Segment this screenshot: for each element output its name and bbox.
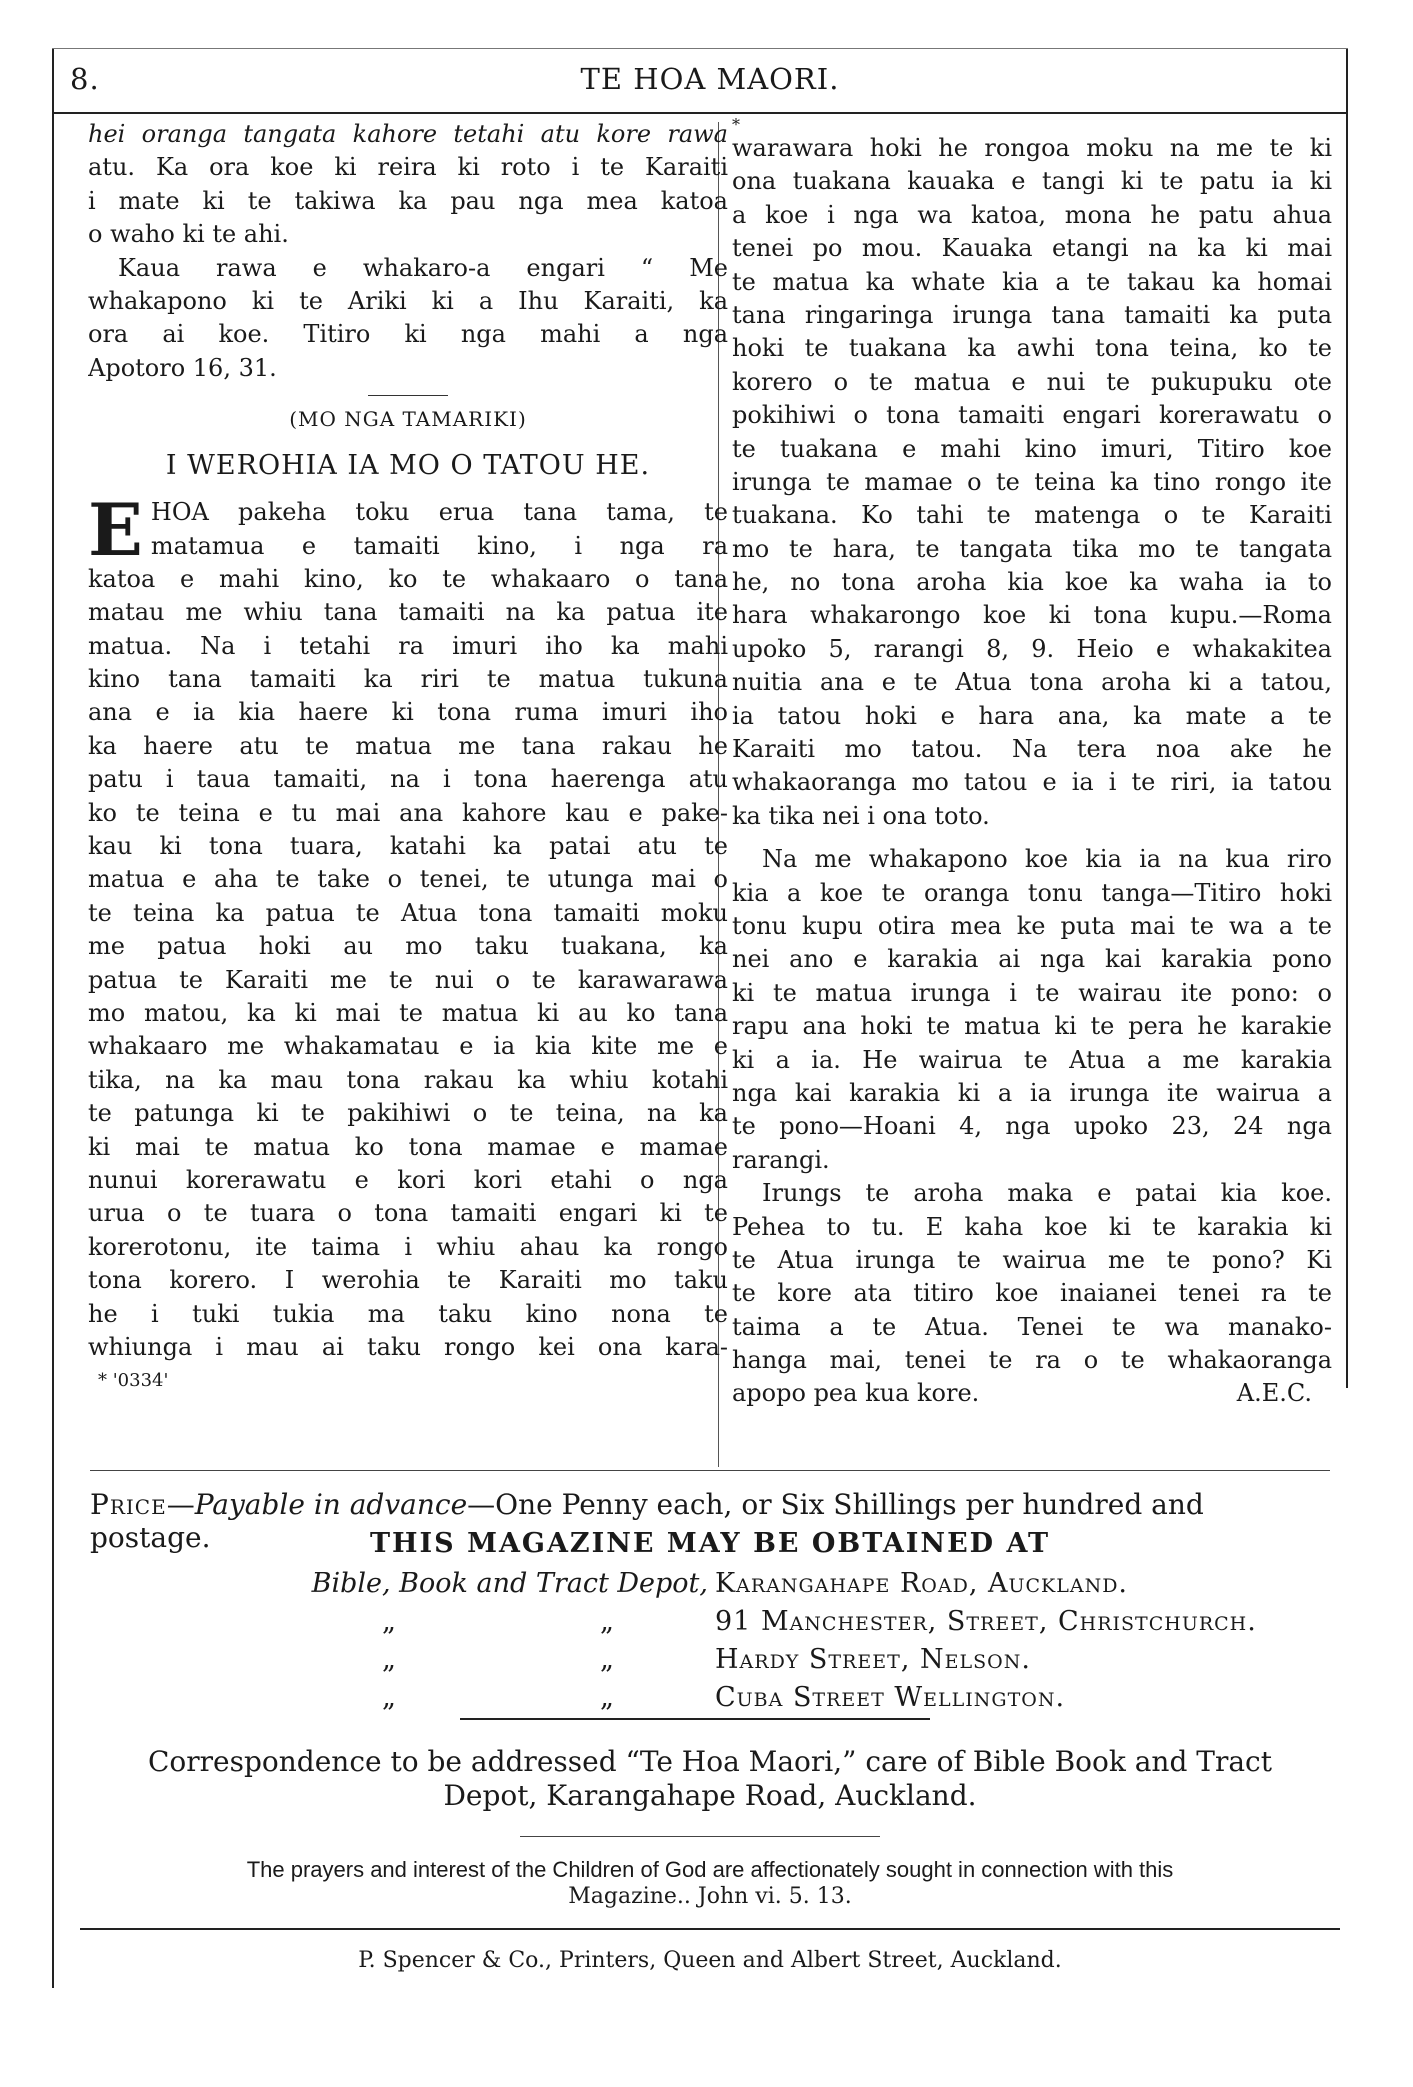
ditto-mark: „ [382, 1644, 396, 1675]
price-label: Price [90, 1488, 167, 1521]
obtain-heading: THIS MAGAZINE MAY BE OBTAINED AT [369, 1528, 1051, 1559]
story-body [88, 487, 728, 1364]
text-line: taima a te Atua. Tenei te wa manako- [732, 1312, 1332, 1341]
text-line: HOA pakeha toku erua tana tama, te [150, 498, 728, 527]
text-line: Pehea to tu. E kaha koe ki te karakia ki [732, 1212, 1332, 1241]
text-line: matua. Na i tetahi ra imuri iho ka mahi [88, 631, 728, 660]
text-line: mo te hara, te tangata tika mo te tangata [732, 534, 1332, 563]
magazine-title: TE HOA MAORI. [580, 62, 840, 96]
prayers-notice [90, 1856, 1330, 1910]
price-details: —One Penny each, or Six Shillings per hundred and postage. [90, 1488, 1204, 1554]
text-line: nunui korerawatu e kori kori etahi o nga [88, 1165, 728, 1194]
text-line: katoa e mahi kino, ko te whakaaro o tana [88, 564, 728, 593]
ditto-mark: „ [600, 1644, 614, 1675]
text-line: o waho ki te ahi. [88, 220, 289, 249]
text-line: te pono—Hoani 4, nga upoko 23, 24 nga [732, 1112, 1332, 1141]
prayers-line: The prayers and interest of the Children of God are affectionately sought in connection with this [246, 1857, 1174, 1882]
text-line: apopo pea kua kore. [732, 1379, 980, 1408]
text-line: hanga mai, tenei te ra o te whakaoranga [732, 1346, 1332, 1375]
text-line: tika, na ka mau tona rakau ka whiu kotahi [88, 1065, 728, 1094]
text-line: tenei po mou. Kauaka etangi na ka ki mai [732, 234, 1332, 263]
depot-name: Bible, Book and Tract Depot, [311, 1568, 708, 1599]
header-rule-top [52, 48, 1348, 49]
text-line: he i tuki tukia ma taku kino nona te [88, 1299, 728, 1328]
text-line: matua e aha te take o tenei, te utunga mai o [88, 865, 728, 894]
text-line: Karaiti mo tatou. Na tera noa ake he [732, 735, 1332, 764]
ditto-mark: „ [600, 1682, 614, 1713]
text-line: rarangi. [732, 1145, 830, 1174]
text-line: nga kai karakia ki a ia irunga ite wairua a [732, 1078, 1332, 1107]
short-divider [368, 395, 448, 396]
right-column [732, 118, 1332, 1410]
text-line: kia a koe te oranga tonu tanga—Titiro hoki [732, 878, 1332, 907]
text-line: Irungs te aroha maka e patai kia koe. [762, 1179, 1332, 1208]
text-line: ana e ia kia haere ki tona ruma imuri iho [88, 698, 728, 727]
ditto-mark: „ [382, 1682, 396, 1713]
prayers-line: Magazine.. John vi. 5. 13. [568, 1884, 852, 1909]
correspondence-notice [90, 1745, 1330, 1813]
text-line: matamua e tamaiti kino, i nga ra [150, 531, 728, 560]
text-line: ora ai koe. Titiro ki nga mahi a nga [88, 320, 728, 349]
drop-cap: E [88, 487, 143, 573]
text-line: ka haere atu te matua me tana rakau he [88, 731, 728, 760]
left-column [88, 118, 728, 1398]
address-line: Hardy Street, Nelson. [715, 1644, 1031, 1675]
text-line: hoki te tuakana ka awhi tona teina, ko te [732, 334, 1332, 363]
text-line: mo matou, ka ki mai te matua ki au ko tana [88, 998, 728, 1027]
text-line: urua o te tuara o tona tamaiti engari ki te [88, 1199, 728, 1228]
text-line: whakapono ki te Ariki ki a Ihu Karaiti, ka [88, 286, 728, 315]
text-line: te Atua irunga te wairua me te pono? Ki [732, 1245, 1332, 1274]
address-line: Cuba Street Wellington. [715, 1682, 1066, 1713]
text-line: te kore ata titiro koe inaianei tenei ra te [732, 1279, 1332, 1308]
text-line: te tuakana e mahi kino imuri, Titiro koe [732, 434, 1332, 463]
text-line: te teina ka patua te Atua tona tamaiti moku [88, 898, 728, 927]
text-line: hei oranga tangata kahore tetahi atu kore rawa [88, 120, 728, 148]
text-line: nuitia ana e te Atua tona aroha ki a tatou, [732, 668, 1332, 697]
text-line: Na me whakapono koe kia ia na kua riro [762, 845, 1332, 874]
text-line: ki a ia. He wairua te Atua a me karakia [732, 1045, 1332, 1074]
text-line: matau me whiu tana tamaiti na ka patua ite [88, 598, 728, 627]
text-line: ka tika nei i ona toto. [732, 801, 990, 830]
page-right-border [1346, 48, 1348, 1388]
price-terms: Payable in advance [194, 1488, 468, 1521]
story-title: I WEROHIA IA MO O TATOU HE. [165, 450, 651, 482]
section-note: (MO NGA TAMARIKI) [289, 407, 527, 432]
text-line: rapu ana hoki te matua ki te pera he karakie [732, 1012, 1332, 1041]
text-line: kau ki tona tuara, katahi ka patai atu te [88, 832, 728, 861]
header-rule-bottom [52, 112, 1348, 114]
columns-bottom-rule [90, 1470, 1330, 1471]
text-line: nei ano e karakia ai nga kai karakia pono [732, 945, 1332, 974]
ditto-mark: „ [382, 1606, 396, 1637]
ornament-mark: * [732, 118, 740, 132]
text-line: ki te matua irunga i te wairau ite pono: o [732, 978, 1332, 1007]
text-line: tona korero. I werohia te Karaiti mo taku [88, 1266, 728, 1295]
text-line: Kaua rawa e whakaro-a engari “ Me [118, 253, 728, 282]
text-line: ko te teina e tu mai ana kahore kau e pake- [88, 798, 728, 827]
prayers-divider [520, 1836, 880, 1837]
text-line: atu. Ka ora koe ki reira ki roto i te Karaiti [88, 153, 728, 182]
correspondence-line: Correspondence to be addressed “Te Hoa Maori,” care of Bible Book and Tract [148, 1745, 1272, 1778]
price-dash: — [166, 1488, 195, 1521]
printers-imprint: P. Spencer & Co., Printers, Queen and Albert Street, Auckland. [358, 1948, 1062, 1973]
text-line: i mate ki te takiwa ka pau nga mea katoa [88, 186, 728, 215]
text-line: pokihiwi o tona tamaiti engari korerawatu o [732, 401, 1332, 430]
text-line: irunga te mamae o te teina ka tino rongo ite [732, 467, 1332, 496]
page-number: 8. [70, 62, 100, 96]
catchword-mark: * '0334' [98, 1370, 169, 1392]
ditto-mark: „ [600, 1606, 614, 1637]
text-line: tonu kupu otira mea ke puta mai te wa a te [732, 911, 1332, 940]
signature: A.E.C. [1236, 1379, 1312, 1408]
text-line: whakaaro me whakamatau e ia kia kite me e [88, 1032, 728, 1061]
text-line: te matua ka whate kia a te takau ka homai [732, 267, 1332, 296]
text-line: upoko 5, rarangi 8, 9. Heio e whakakitea [732, 634, 1332, 663]
page-left-border [52, 48, 54, 1988]
text-line: ona tuakana kauaka e tangi ki te patu ia ki [732, 167, 1332, 196]
notice-divider [460, 1718, 930, 1720]
address-line: 91 Manchester, Street, Christchurch. [715, 1606, 1257, 1637]
text-line: whiunga i mau ai taku rongo kei ona kara- [88, 1332, 728, 1361]
footer-rule [80, 1928, 1340, 1930]
text-line: warawara hoki he rongoa moku na me te ki [732, 134, 1332, 162]
text-line: whakaoranga mo tatou e ia i te riri, ia tatou [732, 768, 1332, 797]
text-line: korerotonu, ite taima i whiu ahau ka rongo [88, 1232, 728, 1261]
text-line: ki mai te matua ko tona mamae e mamae [88, 1132, 728, 1161]
address-line: Karangahape Road, Auckland. [715, 1568, 1129, 1599]
text-line: korero o te matua e nui te pukupuku ote [732, 367, 1332, 396]
text-line: patu i taua tamaiti, na i tona haerenga atu [88, 765, 728, 794]
text-line: hara whakarongo koe ki tona kupu.—Roma [732, 601, 1332, 630]
text-line: he, no tona aroha kia koe ka waha ia to [732, 568, 1332, 597]
text-line: me patua hoki au mo taku tuakana, ka [88, 932, 728, 961]
text-line: ia tatou hoki e hara ana, ka mate a te [732, 701, 1332, 730]
text-line: tana ringaringa irunga tana tamaiti ka puta [732, 300, 1332, 329]
text-line: Apotoro 16, 31. [88, 353, 277, 382]
text-line: te patunga ki te pakihiwi o te teina, na ka [88, 1099, 728, 1128]
text-line: a koe i nga wa katoa, mona he patu ahua [732, 200, 1332, 229]
correspondence-line: Depot, Karangahape Road, Auckland. [443, 1779, 977, 1812]
text-line: tuakana. Ko tahi te matenga o te Karaiti [732, 501, 1332, 530]
text-line: kino tana tamaiti ka riri te matua tukuna [88, 665, 728, 694]
text-line: patua te Karaiti me te nui o te karawarawa [88, 965, 728, 994]
